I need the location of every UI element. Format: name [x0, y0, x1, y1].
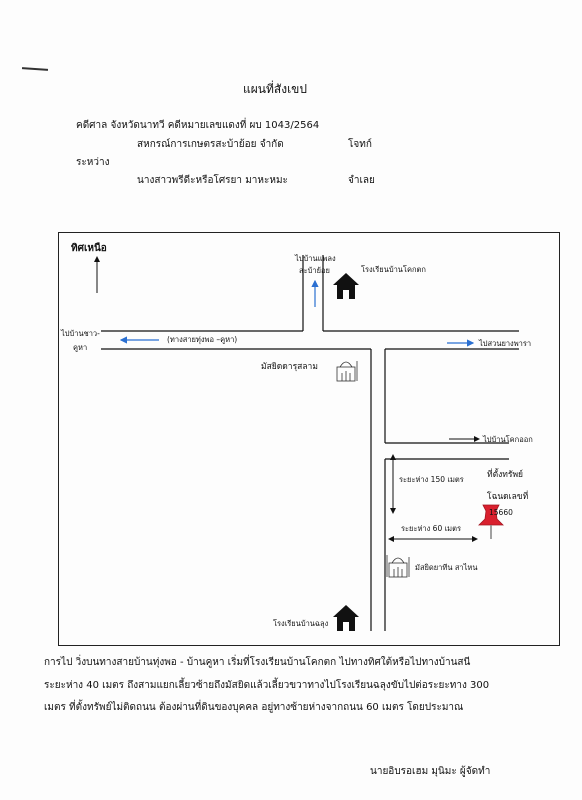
road-lines [101, 255, 519, 631]
plaintiff-role: โจทก์ [348, 139, 372, 150]
pen-mark [22, 67, 48, 71]
mosque-darul-icon [337, 361, 357, 381]
to-ban-plaeng-label: ไปบ้านแพลง [295, 254, 336, 263]
plaintiff-name: สหกรณ์การเกษตรสะบ้าย้อย จำกัด [137, 139, 284, 150]
to-ban-chawa-label-2: คูหา [73, 343, 88, 352]
preparer-signature: นายอิบรอเฮม มุนิมะ ผู้จัดทำ [370, 766, 491, 777]
directions-line-3: เมตร ที่ตั้งทรัพย์ไม่ติดถนน ต้องผ่านที่ดินของบุคคล อยู่ทางซ้ายห่างจากถนน 60 เมตร โดยประมาณ [44, 702, 464, 713]
case-line: คดีศาล จังหวัดนาทวี คดีหมายเลขแดงที่ ผบ 1043/2564 [76, 120, 320, 131]
directions-line-2: ระยะห่าง 40 เมตร ถึงสามแยกเลี้ยวซ้ายถึงมัสยิดแล้วเลี้ยวขวาทางไปโรงเรียนฉลุงขับไปต่อระยะทาง 300 [44, 680, 490, 691]
directions-line-1: การไป วิ่งบนทางสายบ้านทุ่งพอ - บ้านคูหา เริ่มที่โรงเรียนบ้านโคกตก ไปทางทิศใต้หรือไปทางบ้านสนี [44, 657, 471, 668]
school-kok-tok-icon [333, 273, 359, 299]
defendant-name: นางสาวพรีดีะหรือโศรยา มาหะหมะ [137, 175, 288, 186]
between-label: ระหว่าง [76, 157, 110, 168]
map-frame [58, 232, 560, 646]
distance-60-label: ระยะห่าง 60 เมตร [401, 524, 462, 533]
page-title: แผนที่สังเขป [243, 82, 307, 96]
to-ban-plaeng-label-2: สะบ้าย้อย [299, 266, 330, 275]
school-kok-tok-label: โรงเรียนบ้านโคกตก [361, 265, 426, 274]
mosque-darul-label: มัสยิดดารุสลาม [261, 362, 318, 372]
to-ban-kok-ok-label: ไปบ้านโคกออก [483, 435, 533, 444]
to-ban-chawa-label: ไปบ้านชาว- [61, 329, 100, 338]
mosque-yathin-icon [387, 555, 409, 577]
mosque-yathin-label: มัสยิดยาทีน สาไหน [415, 563, 478, 572]
to-rubber-label: ไปสวนยางพารา [479, 339, 532, 348]
school-chalung-label: โรงเรียนบ้านฉลุง [273, 619, 329, 628]
deed-number: 15660 [489, 508, 513, 517]
deed-label: โฉนดเลขที่ [487, 492, 529, 502]
defendant-role: จำเลย [348, 175, 375, 186]
school-chalung-icon [333, 605, 359, 631]
north-label: ทิศเหนือ [71, 243, 107, 254]
property-label: ที่ตั้งทรัพย์ [487, 470, 524, 480]
distance-150-label: ระยะห่าง 150 เมตร [399, 475, 464, 484]
road-name-label: (ทางสายทุ่งพอ –คูหา) [167, 335, 238, 344]
